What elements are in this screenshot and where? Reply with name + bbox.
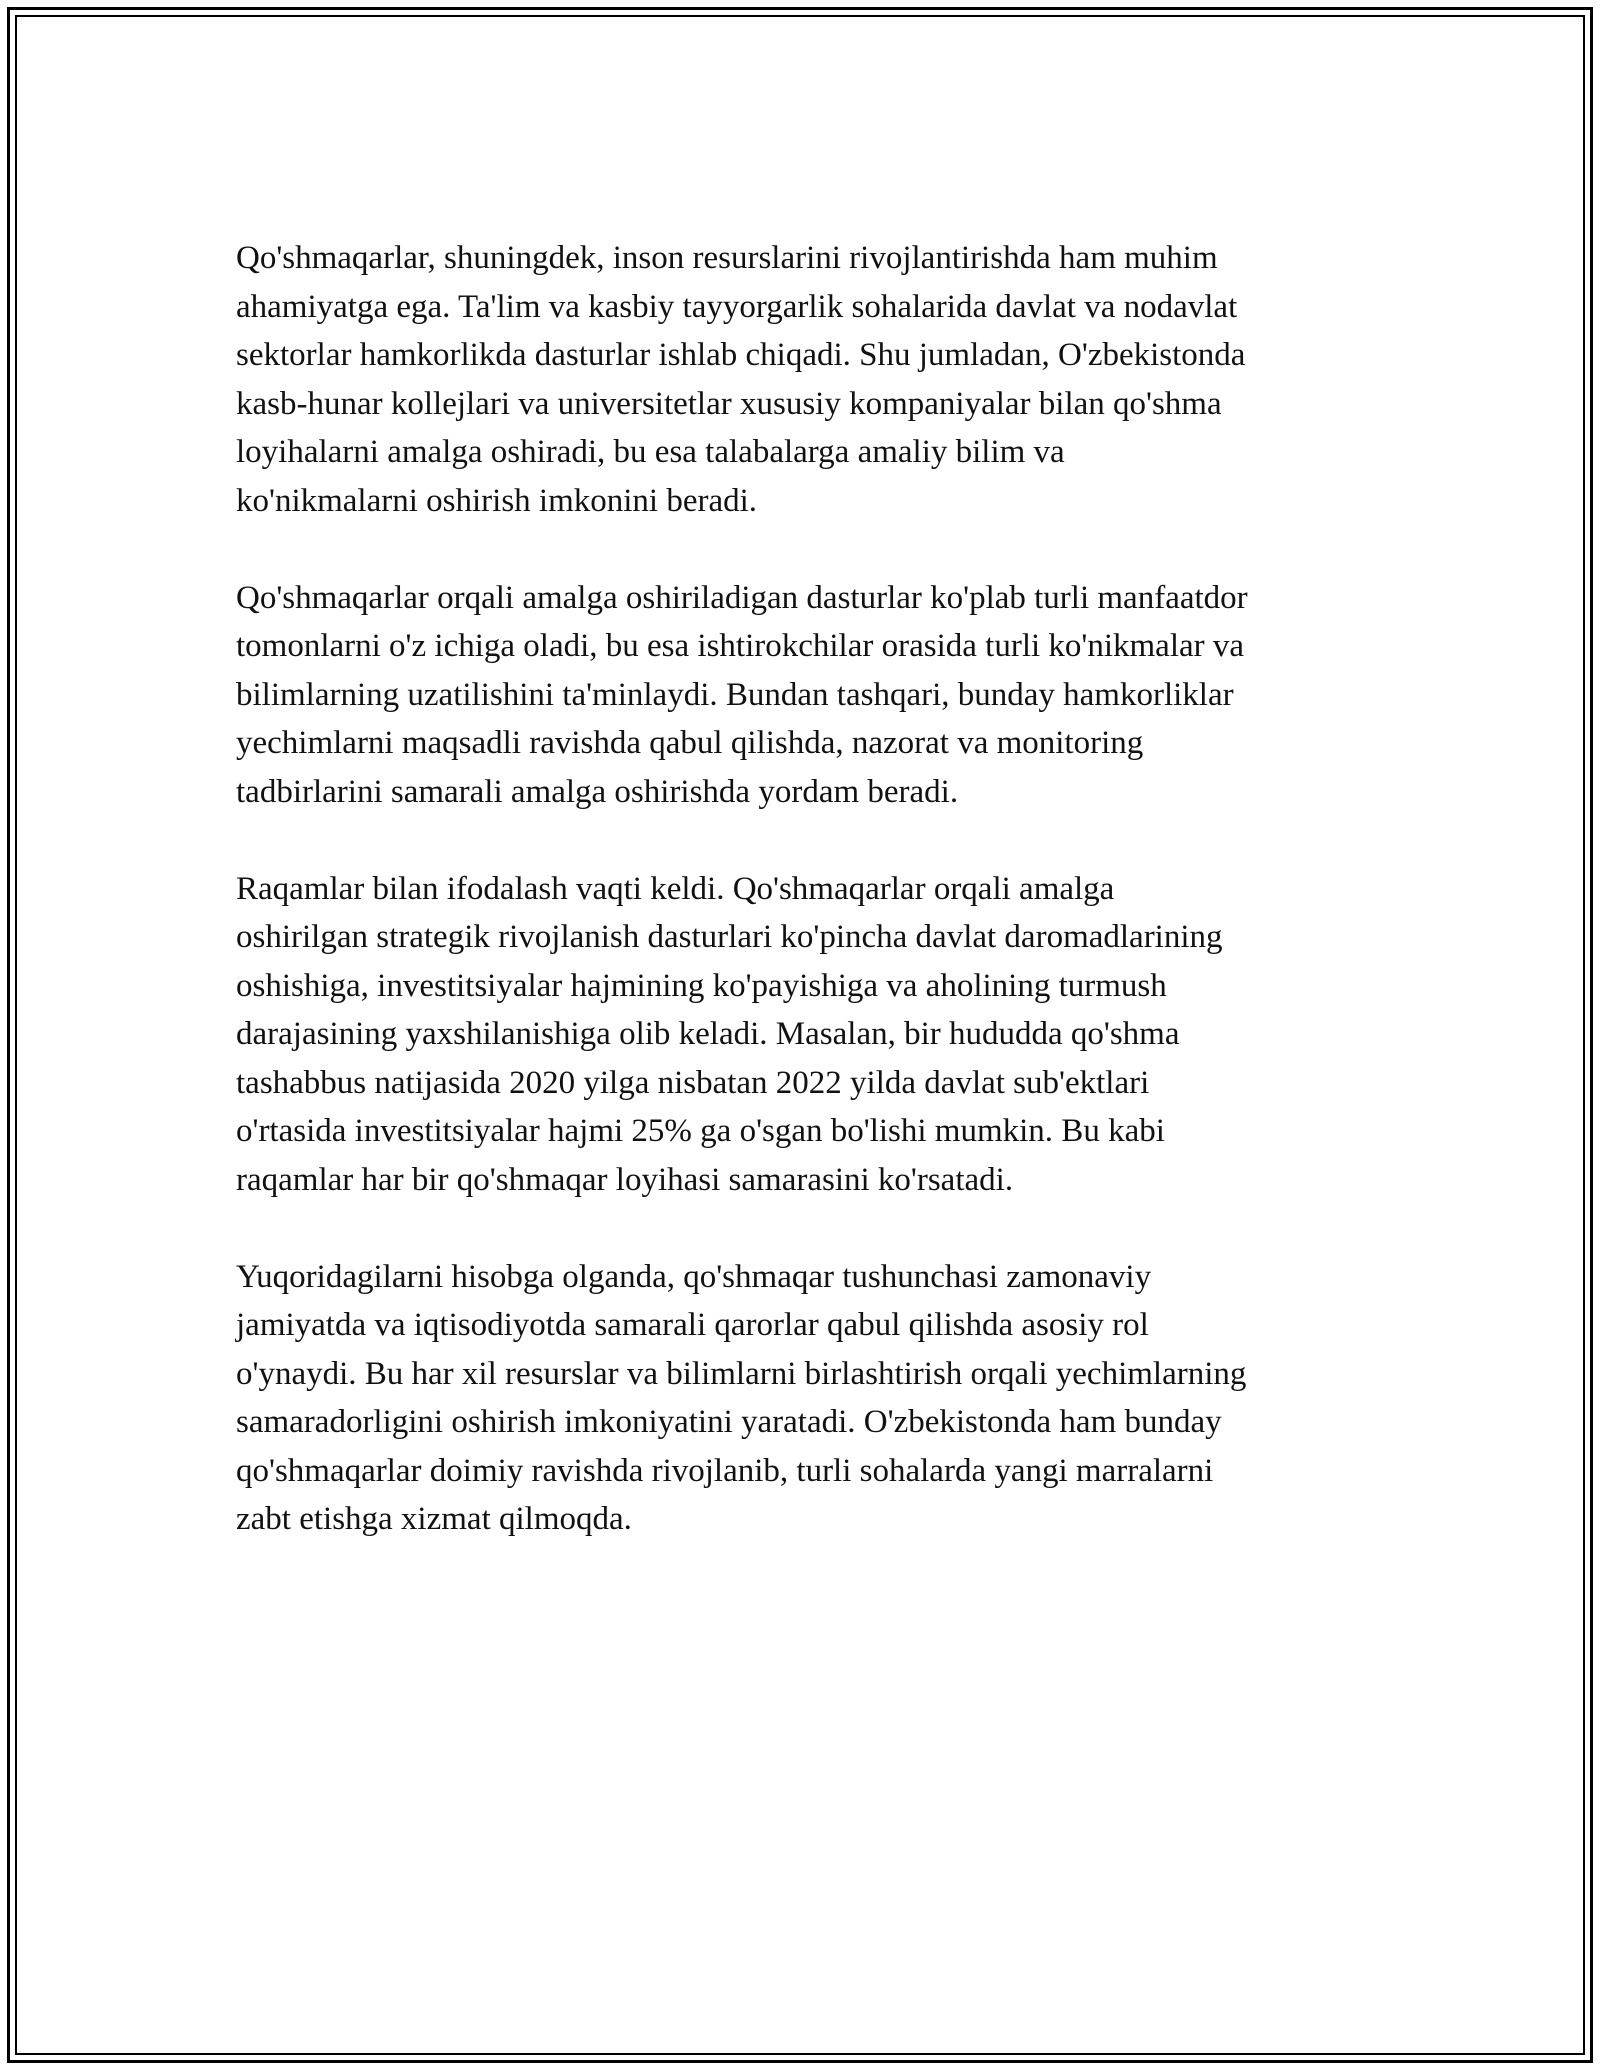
paragraph-conclusion: Yuqoridagilarni hisobga olganda, qo'shmaqar tushunchasi zamonaviy jamiyatda va iqtisodiyotda samarali qarorlar qabul qilishda asosiy rol o'ynaydi. Bu har xil resurslar va bilimlarni birlashtirish orqali yechimlarning samaradorligini oshirish imkoniyatini yaratadi. O'zbekistonda ham bunday qo'shmaqarlar doimiy ravishda rivojlanib, turli sohalarda yangi marralarni zabt etishga xizmat qilmoqda. (236, 1258, 1247, 1537)
paragraph-numbers: Raqamlar bilan ifodalash vaqti keldi. Qo'shmaqarlar orqali amalga oshirilgan strategik rivojlanish dasturlari ko'pincha davlat daromadlarining oshishiga, investitsiyalar hajmining ko'payishiga va aholining turmush darajasining yaxshilanishiga olib keladi. Masalan, bir hududda qo'shma tashabbus natijasida 2020 yilga nisbatan 2022 yilda davlat sub'ektlari o'rtasida investitsiyalar hajmi 25% ga o'sgan bo'lishi mumkin. Bu kabi raqamlar har bir qo'shmaqar loyihasi samarasini ko'rsatadi. (236, 870, 1223, 1198)
paragraph-human-resources: Qo'shmaqarlar, shuningdek, inson resurslarini rivojlantirishda ham muhim ahamiyatga ega. Ta'lim va kasbiy tayyorgarlik sohalarida davlat va nodavlat sektorlar hamkorlikda dasturlar ishlab chiqadi. Shu jumladan, O'zbekistonda kasb-hunar kollejlari va universitetlar xususiy kompaniyalar bilan qo'shma loyihalarni amalga oshiradi, bu esa talabalarga amaliy bilim va ko'nikmalarni oshirish imkonini beradi. (236, 240, 1246, 519)
document-body (236, 234, 1386, 1544)
paragraph-stakeholder-programs: Qo'shmaqarlar orqali amalga oshiriladigan dasturlar ko'plab turli manfaatdor tomonlarni o'z ichiga oladi, bu esa ishtirokchilar orasida turli ko'nikmalar va bilimlarning uzatilishini ta'minlaydi. Bundan tashqari, bunday hamkorliklar yechimlarni maqsadli ravishda qabul qilishda, nazorat va monitoring tadbirlarini samarali amalga oshirishda yordam beradi. (236, 579, 1248, 810)
